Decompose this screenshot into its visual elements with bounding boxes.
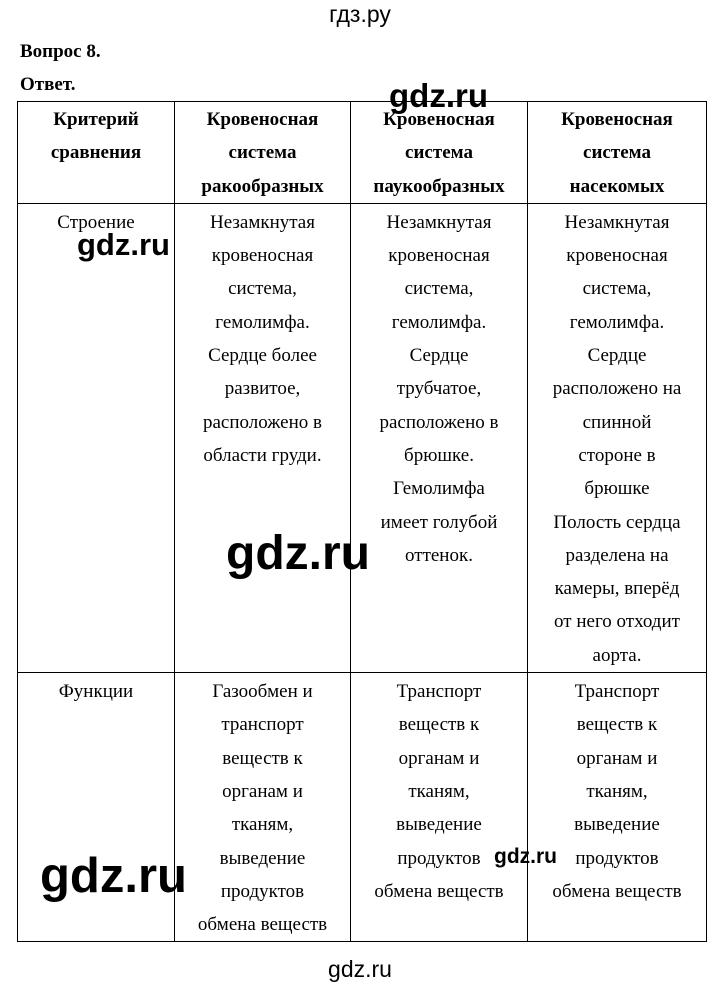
cell-line: веществ к <box>398 714 480 736</box>
cell-line: продуктов <box>397 847 481 869</box>
cell-line: расположено в <box>203 411 322 433</box>
structure-insects-cell <box>528 203 707 672</box>
cell-line: имеет голубой <box>380 511 498 533</box>
watermark: gdz.ru <box>40 849 187 903</box>
functions-insects-cell <box>528 673 707 942</box>
site-header: гдз.ру <box>329 1 391 27</box>
cell-line: спинной <box>582 411 652 433</box>
cell-line: тканям, <box>408 780 470 802</box>
cell-line: гемолимфа. <box>569 311 665 333</box>
cell-line: Полость сердца <box>553 511 681 533</box>
criterion-functions <box>18 673 175 942</box>
cell-line: стороне в <box>578 444 656 466</box>
cell-line: Кровеносная <box>383 109 495 130</box>
cell-line: система, <box>228 278 297 300</box>
cell-line: Незамкнутая <box>386 211 492 233</box>
cell-line: Критерий <box>53 109 139 130</box>
cell-line: система <box>405 142 473 164</box>
cell-line: Незамкнутая <box>210 211 315 233</box>
cell-line: кровеносная <box>566 245 668 267</box>
cell-line: Кровеносная <box>206 109 319 130</box>
cell-line: паукообразных <box>373 175 505 197</box>
cell-line: органам и <box>222 780 303 802</box>
cell-line: тканям, <box>586 780 648 802</box>
cell-line: органам и <box>398 747 480 769</box>
cell-line: ракообразных <box>201 175 324 197</box>
cell-line: Сердце <box>587 345 647 367</box>
cell-line: аорта. <box>592 644 642 666</box>
cell-line: Транспорт <box>574 681 660 703</box>
cell-line: обмена веществ <box>374 880 504 902</box>
cell-line: продуктов <box>575 847 659 869</box>
cell-line: обмена веществ <box>197 914 328 936</box>
table-header-row <box>18 102 707 204</box>
cell-line: от него отходит <box>554 611 680 633</box>
cell-line: развитое, <box>224 378 301 400</box>
header-arachnids <box>351 102 528 204</box>
cell-line: система, <box>404 278 474 300</box>
cell-line: Строение <box>57 211 135 233</box>
cell-line: брюшке. <box>404 444 474 466</box>
cell-line: оттенок. <box>405 544 473 566</box>
cell-line: Транспорт <box>396 681 482 703</box>
cell-line: Функции <box>58 681 134 703</box>
cell-line: система, <box>582 278 652 300</box>
table-row <box>18 203 707 672</box>
cell-line: Сердце более <box>208 345 317 367</box>
comparison-table <box>17 101 707 942</box>
cell-line: выведение <box>396 814 482 836</box>
cell-line: насекомых <box>569 175 665 197</box>
structure-crustaceans-cell <box>175 203 351 672</box>
cell-line: выведение <box>574 814 660 836</box>
cell-line: система <box>583 142 651 164</box>
cell-line: гемолимфа. <box>215 311 310 333</box>
cell-line: трубчатое, <box>396 378 482 400</box>
cell-line: гемолимфа. <box>391 311 487 333</box>
cell-line: Газообмен и <box>212 681 313 703</box>
answer-title: Ответ. <box>20 74 76 95</box>
structure-arachnids-cell <box>351 203 528 672</box>
header-crustaceans <box>175 102 351 204</box>
cell-line: транспорт <box>221 714 304 736</box>
question-title: Вопрос 8. <box>20 41 101 62</box>
cell-line: Гемолимфа <box>393 478 485 500</box>
watermark: gdz.ru <box>494 845 557 868</box>
cell-line: органам и <box>576 747 658 769</box>
table-row <box>18 673 707 942</box>
cell-line: кровеносная <box>211 245 314 267</box>
watermark: gdz.ru <box>226 527 370 580</box>
cell-line: камеры, вперёд <box>554 578 680 600</box>
criterion-structure <box>18 203 175 672</box>
functions-crustaceans-cell <box>175 673 351 942</box>
watermark: gdz.ru <box>77 227 170 262</box>
cell-line: тканям, <box>231 814 294 836</box>
header-insects <box>528 102 707 204</box>
watermark: gdz.ru <box>389 77 488 114</box>
cell-line: веществ к <box>222 747 303 769</box>
cell-line: Сердце <box>409 345 469 367</box>
site-footer: gdz.ru <box>328 956 392 982</box>
cell-line: Кровеносная <box>561 109 673 130</box>
cell-line: расположено в <box>379 411 499 433</box>
cell-line: Незамкнутая <box>564 211 670 233</box>
cell-line: сравнения <box>50 142 142 164</box>
cell-line: расположено на <box>552 378 682 400</box>
cell-line: разделена на <box>565 544 669 566</box>
cell-line: кровеносная <box>388 245 490 267</box>
cell-line: веществ к <box>576 714 658 736</box>
cell-line: обмена веществ <box>552 880 682 902</box>
cell-line: система <box>228 142 297 164</box>
header-criterion <box>18 102 175 204</box>
cell-line: продуктов <box>220 880 305 902</box>
functions-arachnids-cell <box>351 673 528 942</box>
cell-line: выведение <box>219 847 306 869</box>
cell-line: области груди. <box>203 444 322 466</box>
cell-line: брюшке <box>584 478 650 500</box>
